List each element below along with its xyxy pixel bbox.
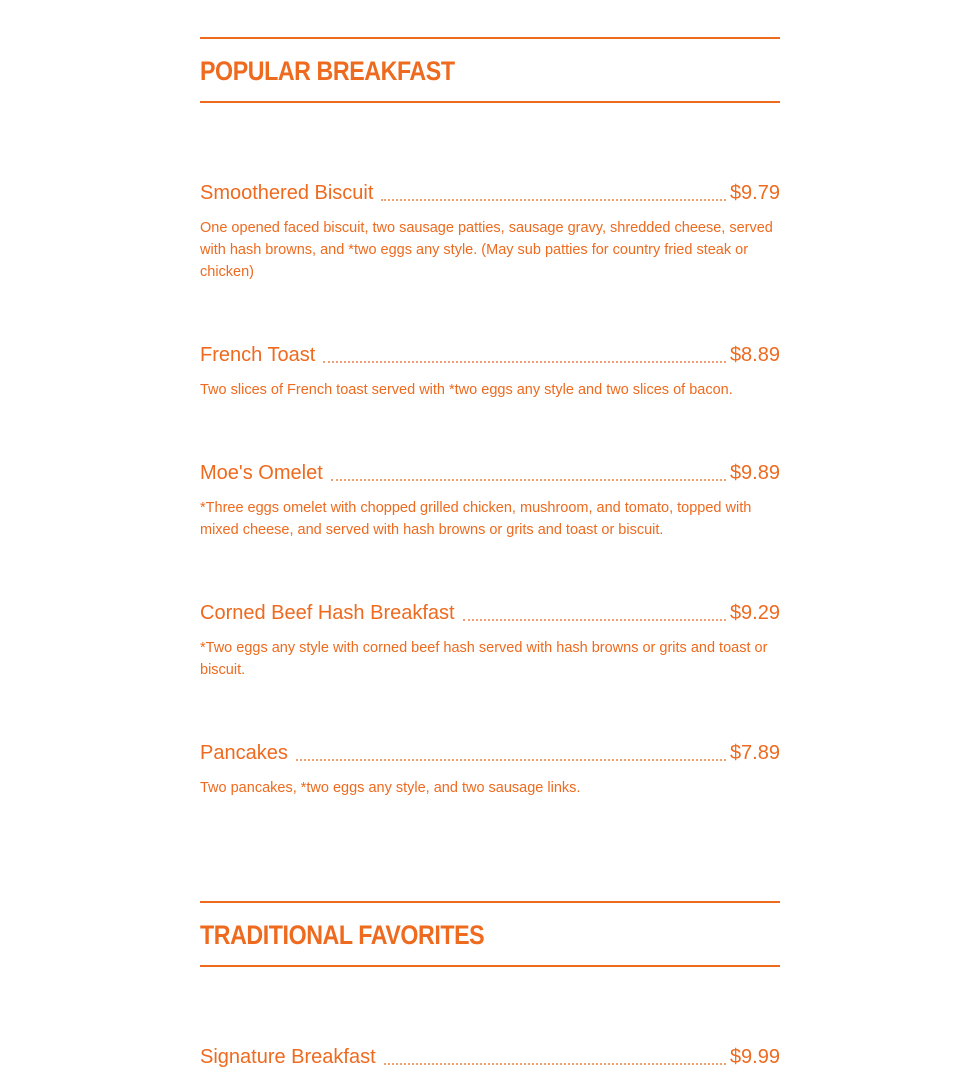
menu-item-price: $9.89 <box>729 462 780 484</box>
menu-item-row <box>200 1044 780 1070</box>
menu-item <box>200 460 780 541</box>
menu-item-name: Pancakes <box>200 742 288 764</box>
menu-item-name: Corned Beef Hash Breakfast <box>200 602 455 624</box>
menu-item-row <box>200 740 780 766</box>
menu-item-price: $9.99 <box>729 1046 780 1068</box>
menu-item-description: *Two eggs any style with corned beef hash served with hash browns or grits and toast or biscuit. <box>200 640 768 678</box>
menu-item <box>200 740 780 799</box>
dotted-leader <box>331 478 726 481</box>
section-header <box>200 901 780 967</box>
section-header <box>200 37 780 103</box>
dotted-leader <box>323 360 726 363</box>
menu-item-name: Smoothered Biscuit <box>200 182 374 204</box>
menu-item-price: $9.29 <box>729 602 780 624</box>
menu-item-description: Two pancakes, *two eggs any style, and two sausage links. <box>200 780 581 796</box>
menu-item <box>200 600 780 681</box>
menu-item-name: Moe's Omelet <box>200 462 323 484</box>
menu-item <box>200 1044 780 1070</box>
section-traditional-favorites <box>200 901 780 967</box>
menu-item-name: French Toast <box>200 344 316 366</box>
menu-item-row <box>200 600 780 626</box>
dotted-leader <box>381 198 726 201</box>
menu-item-description: One opened faced biscuit, two sausage patties, sausage gravy, shredded cheese, served with hash browns, and *two eggs any style. (May sub patties for country fried steak or chicken) <box>200 220 773 280</box>
menu-item-row <box>200 180 780 206</box>
dotted-leader <box>384 1062 726 1065</box>
menu-item-row <box>200 342 780 368</box>
menu-item <box>200 180 780 283</box>
menu-item-description: Two slices of French toast served with *two eggs any style and two slices of bacon. <box>200 382 733 398</box>
section-title: TRADITIONAL FAVORITES <box>200 919 485 950</box>
menu-item-name: Signature Breakfast <box>200 1046 376 1068</box>
menu-item-row <box>200 460 780 486</box>
menu-item <box>200 342 780 401</box>
section-title: POPULAR BREAKFAST <box>200 55 455 86</box>
dotted-leader <box>463 618 726 621</box>
menu-item-price: $7.89 <box>729 742 780 764</box>
menu-item-price: $9.79 <box>729 182 780 204</box>
menu-item-description: *Three eggs omelet with chopped grilled chicken, mushroom, and tomato, topped with mixed cheese, and served with hash browns or grits and toast or biscuit. <box>200 500 752 538</box>
dotted-leader <box>296 758 726 761</box>
section-popular-breakfast <box>200 37 780 103</box>
menu-item-price: $8.89 <box>729 344 780 366</box>
